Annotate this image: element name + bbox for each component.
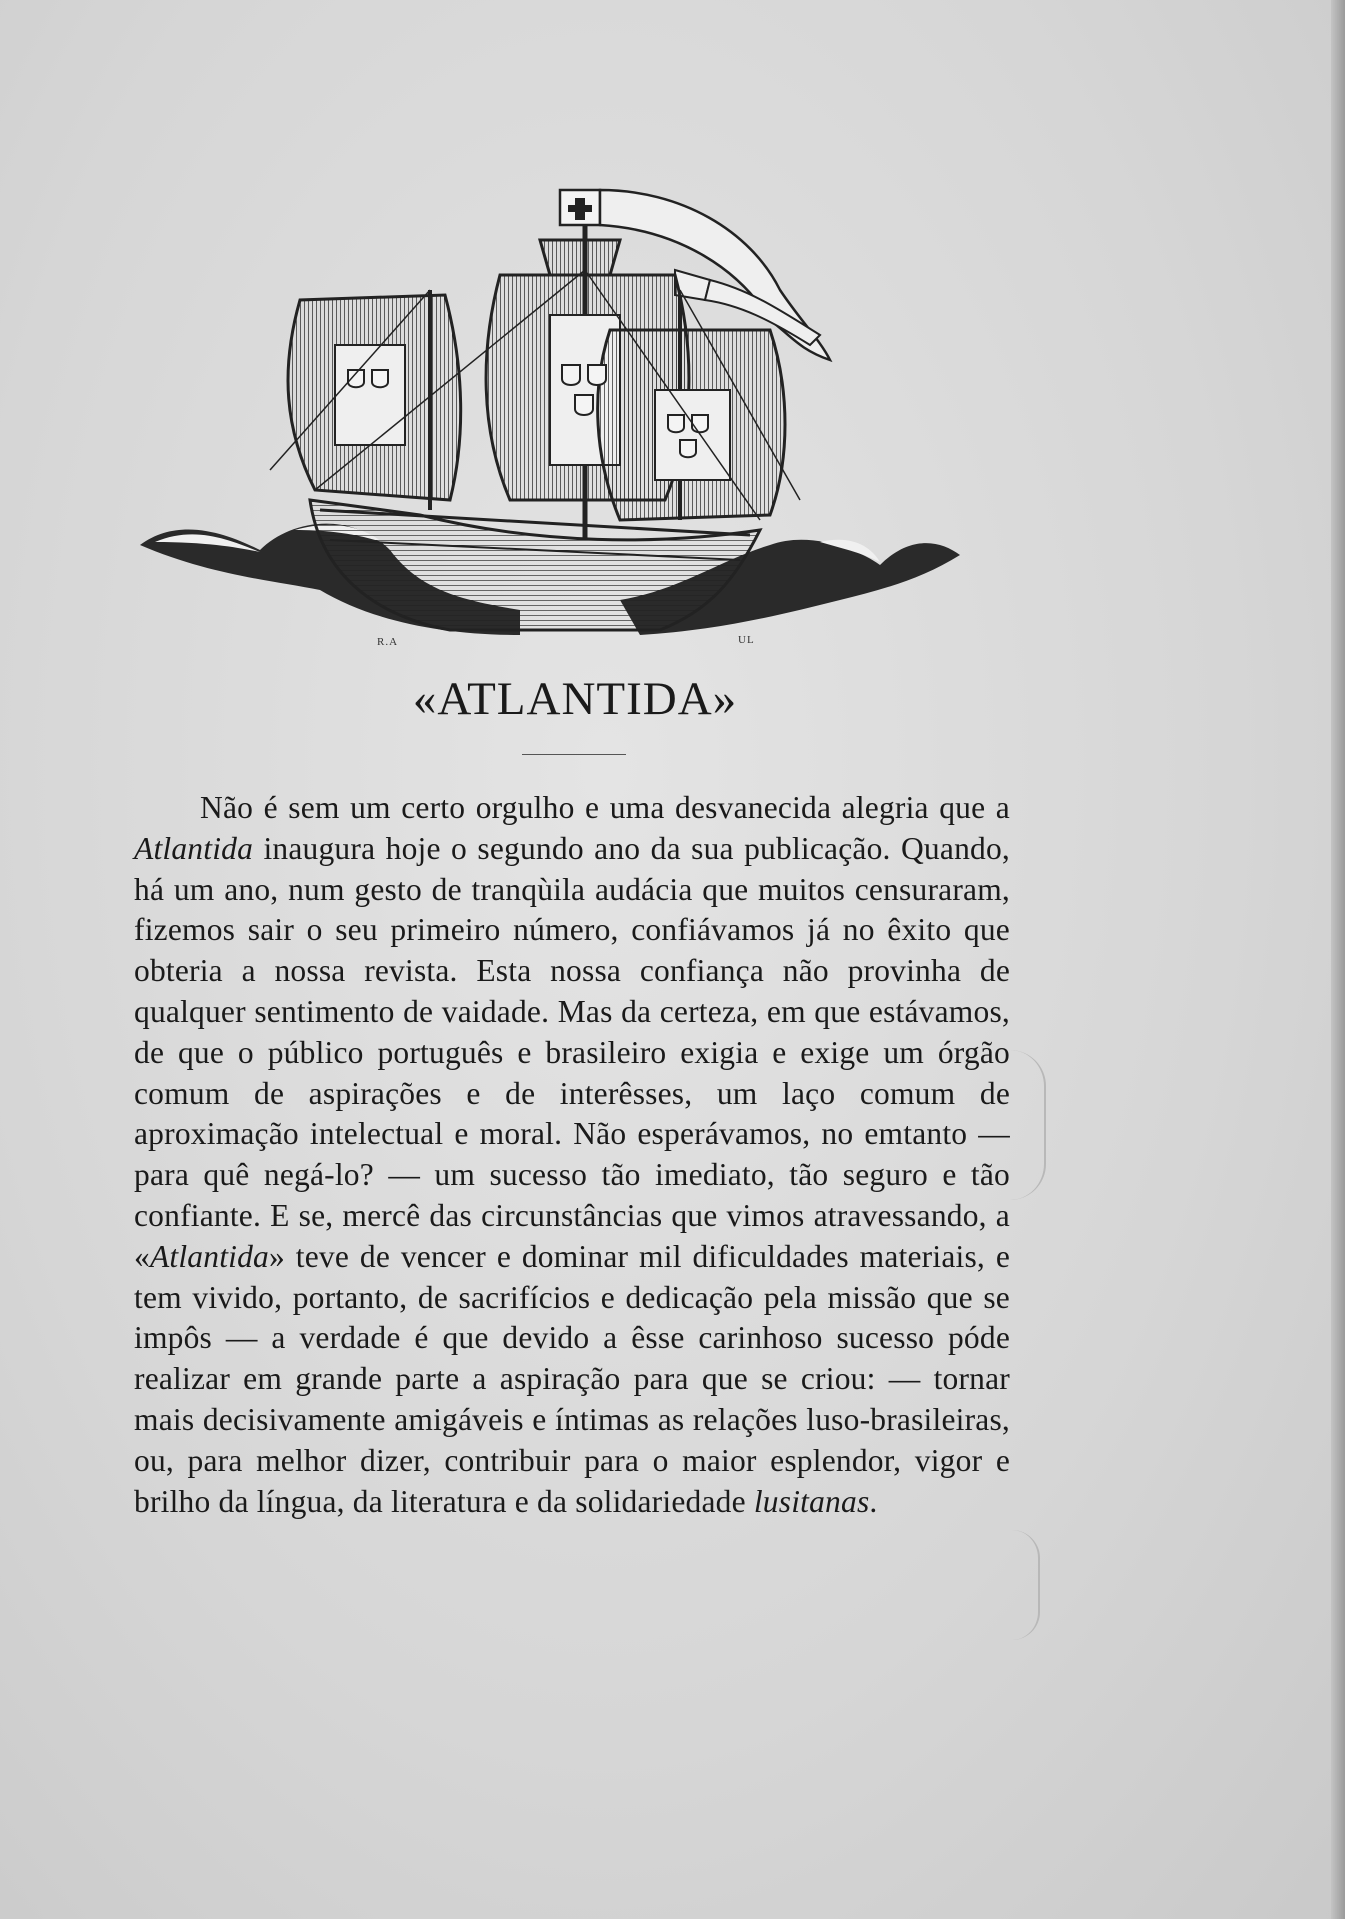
title-rule xyxy=(522,754,626,755)
caravel-ship-icon xyxy=(120,170,1020,670)
margin-mark xyxy=(1012,1530,1040,1640)
article-paragraph xyxy=(134,788,1010,1522)
page-edge xyxy=(1331,0,1345,1919)
article-title: «ATLANTIDA» xyxy=(412,673,738,725)
italic-text-run: Atlantida xyxy=(134,830,254,866)
text-run: » teve de vencer e dominar mil dificuldades materiais, e tem vivido, portanto, de sacrifícios e dedicação pela missão que se impôs — a verdade é que devido a êsse carinhoso sucesso póde realizar em grande parte a aspiração para que se criou: — tornar mais decisivamente amigáveis e íntimas as relações luso-brasileiras, ou, para melhor dizer, contribuir para o maior esplendor, vigor e brilho da língua, da literatura e da solidariedade xyxy=(134,1238,1010,1519)
italic-text-run: Atlantida xyxy=(149,1238,270,1274)
engraver-signature-right: UL xyxy=(738,634,755,646)
text-run: inaugura hoje o segundo ano da sua publicação. Quando, há um ano, num gesto de tranqùila audácia que muitos censuraram, fizemos sair o seu primeiro número, confiávamos já no êxito que obteria a nossa revista. Esta nossa confiança não provinha de qualquer sentimento de vaidade. Mas da certeza, em que estávamos, de que o público português e brasileiro exigia e exige um órgão comum de aspirações e de interêsses, um laço comum de aproximação intelectual e moral. Não esperávamos, no emtanto — para quê negá-lo? — um sucesso tão imediato, tão seguro e tão confiante. E se, mercê das circunstâncias que vimos atravessando, a « xyxy=(134,830,1010,1274)
text-run: . xyxy=(869,1483,878,1519)
margin-mark xyxy=(1010,1050,1046,1200)
italic-text-run: lusitanas xyxy=(753,1483,870,1519)
engraver-signature-left: R.A xyxy=(377,636,399,648)
text-run: Não é sem um certo orgulho e uma desvanecida alegria que a xyxy=(200,790,1010,825)
article-body xyxy=(134,788,1010,1522)
